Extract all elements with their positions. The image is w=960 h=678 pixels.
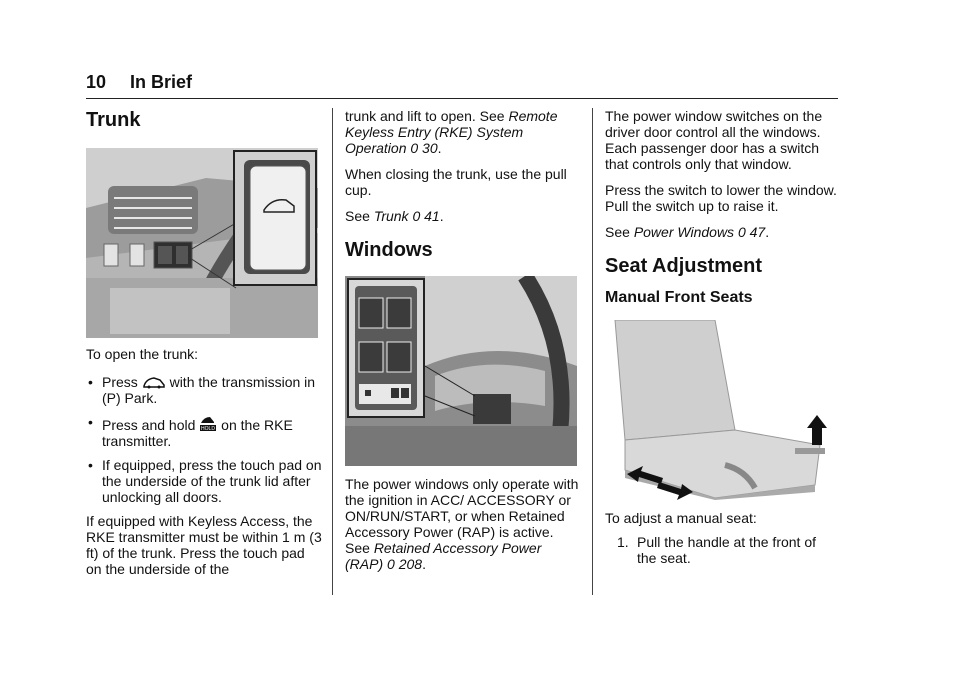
seat-adjustment-heading: Seat Adjustment <box>605 255 763 277</box>
step-1: 1. Pull the handle at the front of the seat. <box>617 534 817 566</box>
header-rule <box>86 98 838 99</box>
column-1 <box>86 108 322 577</box>
column-divider-2 <box>592 108 593 595</box>
keyless-access-paragraph: If equipped with Keyless Access, the RKE transmitter must be within 1 m (3 ft) of the trunk. Press the touch pad on the underside of the <box>86 513 322 577</box>
svg-text:HOLD: HOLD <box>201 426 216 432</box>
trunk-bullet-1: • Press with the transmission in (P) Park. <box>88 374 316 406</box>
rap-link[interactable]: Retained Accessory Power (RAP) <box>345 540 542 572</box>
adjust-seat-intro: To adjust a manual seat: <box>605 510 757 526</box>
column-2 <box>345 108 579 572</box>
trunk-page-ref: 0 41 <box>408 208 440 224</box>
power-windows-page-ref: 0 47 <box>734 224 766 240</box>
trunk-intro: To open the trunk: <box>86 346 199 362</box>
rap-page-ref: 0 208 <box>383 556 423 572</box>
trunk-link[interactable]: Trunk <box>373 208 409 224</box>
trunk-release-icon <box>142 375 166 389</box>
trunk-continued-paragraph: trunk and lift to open. See Remote Keyless Entry (RKE) System Operation 0 30. <box>345 108 558 156</box>
pull-cup-paragraph: When closing the trunk, use the pull cup. <box>345 166 567 198</box>
page-number: 10 <box>86 72 107 92</box>
trunk-bullet-3: • If equipped, press the touch pad on the underside of the trunk lid after unlocking all doors. <box>88 457 322 505</box>
power-windows-link[interactable]: Power Windows <box>633 224 735 240</box>
rke-hold-icon <box>199 414 217 432</box>
column-divider-1 <box>332 108 333 595</box>
power-windows-paragraph: The power windows only operate with the ignition in ACC/ ACCESSORY or ON/RUN/START, or when Retained Accessory Power (RAP) is active. See Retained Accessory Power (RAP) 0 208. <box>345 476 579 572</box>
trunk-heading: Trunk <box>86 109 141 131</box>
rke-link[interactable]: Remote Keyless Entry (RKE) System Operation <box>345 108 558 156</box>
windows-heading: Windows <box>345 239 433 261</box>
manual-front-seats-subheading: Manual Front Seats <box>605 289 753 306</box>
section-title: In Brief <box>130 72 193 92</box>
trunk-see-reference: See Trunk 0 41. <box>345 208 444 224</box>
column-3 <box>605 108 837 566</box>
window-switches-paragraph: The power window switches on the driver door control all the windows. Each passenger door has a switch that controls only that window. <box>605 108 823 172</box>
press-switch-paragraph: Press the switch to lower the window. Pull the switch up to raise it. <box>605 182 837 214</box>
rke-page-ref: 0 30 <box>406 140 438 156</box>
manual-seat-figure <box>605 320 837 500</box>
page-header <box>86 72 192 93</box>
power-windows-see-reference: See Power Windows 0 47. <box>605 224 770 240</box>
trunk-switch-figure <box>86 148 318 338</box>
trunk-bullet-2: • Press and hold HOLD on the RKE transmitter. <box>88 414 293 449</box>
window-switches-figure <box>345 276 577 466</box>
